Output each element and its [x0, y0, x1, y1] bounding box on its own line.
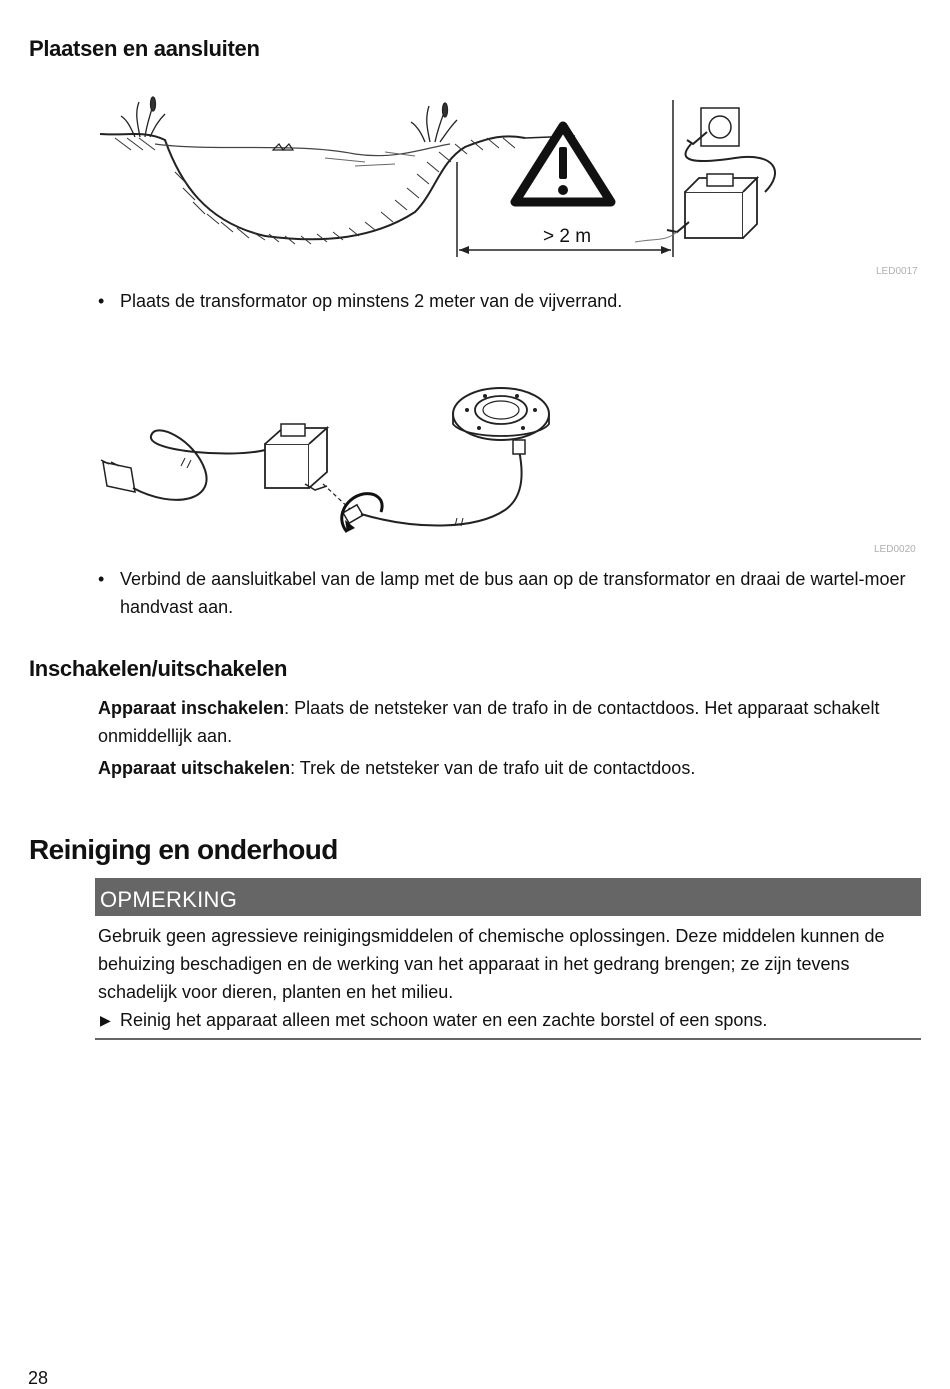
section-heading-placement: Plaatsen en aansluiten — [29, 36, 260, 61]
step-arrow-icon: ▶ — [100, 1012, 111, 1028]
switch-on-paragraph — [98, 694, 920, 750]
list-item — [98, 287, 918, 315]
figure-pond-distance — [95, 92, 795, 262]
list-item-text: Plaats de transformator op minstens 2 meter van de vijverrand. — [120, 291, 623, 311]
switch-on-text: : Plaats de netsteker van de trafo in de contactdoos. Het apparaat schakelt onmiddellijk aan. — [98, 698, 880, 746]
notice-divider — [95, 1038, 921, 1040]
notice-title: OPMERKING — [95, 878, 921, 916]
section-heading-switch: Inschakelen/uitschakelen — [29, 656, 288, 681]
switch-off-label: Apparaat uitschakelen — [98, 758, 291, 778]
switch-off-paragraph — [98, 754, 920, 782]
figure-code: LED0017 — [876, 266, 918, 277]
notice-step-text: Reinig het apparaat alleen met schoon water en een zachte borstel of een spons. — [120, 1010, 768, 1030]
switch-off-text: : Trek de netsteker van de trafo uit de contactdoos. — [290, 758, 696, 778]
page-number: 28 — [28, 1368, 49, 1388]
list-item — [98, 565, 908, 621]
section-heading-cleaning: Reiniging en onderhoud — [29, 834, 338, 865]
notice-step — [98, 1006, 920, 1034]
switch-on-label: Apparaat inschakelen — [98, 698, 285, 718]
bullet-dot: • — [98, 291, 105, 311]
distance-label: > 2 m — [543, 226, 592, 247]
bullet-dot: • — [98, 569, 105, 589]
figure-code: LED0020 — [874, 544, 916, 555]
list-item-text: Verbind de aansluitkabel van de lamp met de bus aan op de transformator en draai de wartel-moer handvast aan. — [120, 569, 906, 617]
notice-body: Gebruik geen agressieve reinigingsmiddelen of chemische oplossingen. Deze middelen kunnen de behuizing beschadigen en de werking van het apparaat in het gedrang brengen; ze zijn tevens schadelijk voor dieren, planten en het milieu. — [98, 926, 885, 1002]
figure-lamp-connection — [95, 380, 565, 550]
